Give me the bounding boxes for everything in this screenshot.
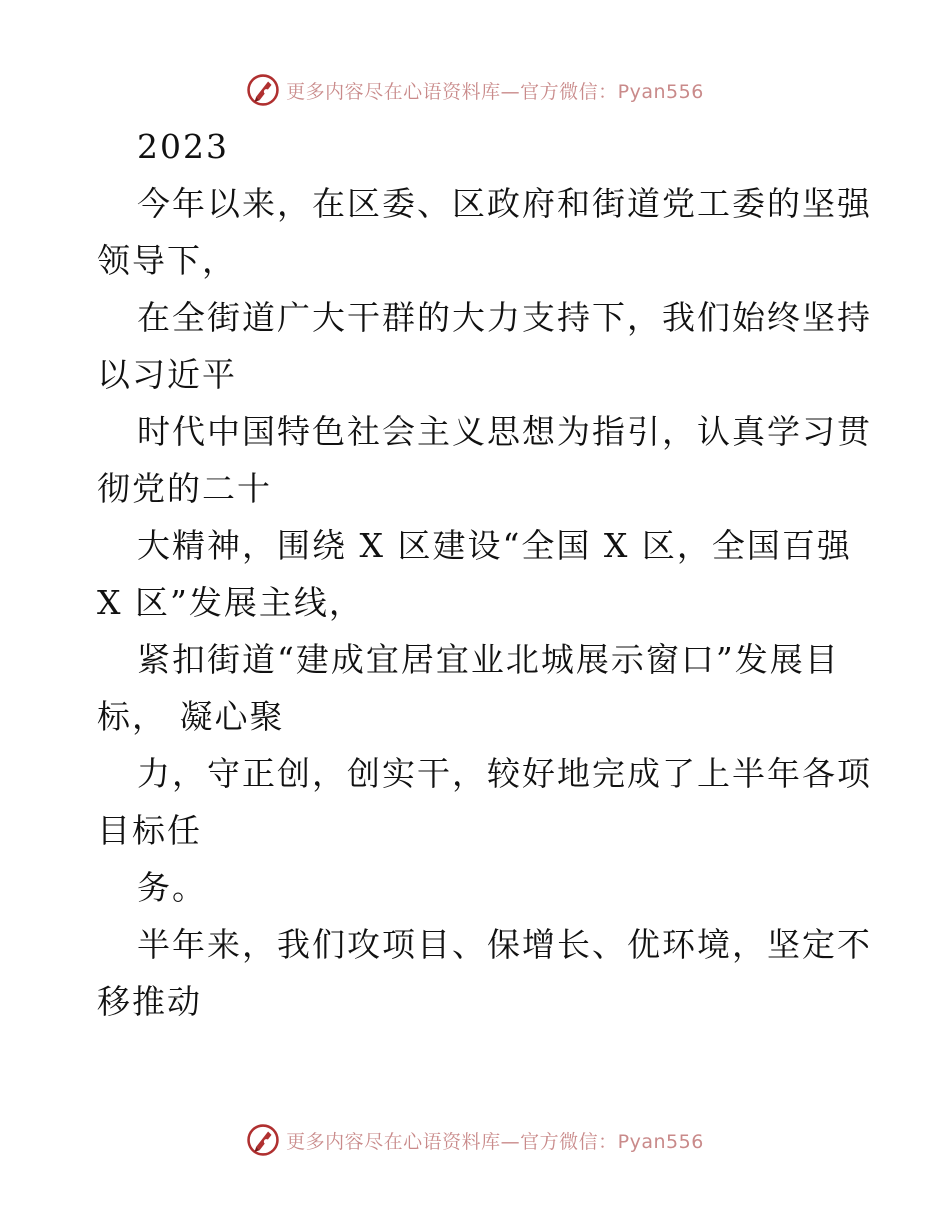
body-line: 今年以来，在区委、区政府和街道党工委的坚强 [137,184,872,223]
pen-logo-icon [246,73,280,107]
body-line: X 区”发展主线， [97,583,364,622]
body-line: 大精神，围绕 X 区建设“全国 X 区，全国百强 [137,526,852,565]
body-line: 半年来，我们攻项目、保增长、优环境，坚定不 [137,925,872,964]
watermark-text: 更多内容尽在心语资料库—官方微信：Pyan556 [286,1130,704,1153]
watermark-header [0,70,950,110]
body-line: 力，守正创，创实干，较好地完成了上半年各项 [137,754,872,793]
body-line: 紧扣街道“建成宜居宜业北城展示窗口”发展目 [137,640,840,679]
body-line: 2023 [137,127,229,166]
body-line: 在全街道广大干群的大力支持下，我们始终坚持 [137,298,872,337]
body-line: 时代中国特色社会主义思想为指引，认真学习贯 [137,412,872,451]
body-line: 彻党的二十 [97,469,272,508]
body-line: 务。 [137,868,207,907]
document-body [97,118,872,1030]
watermark-footer [0,1120,950,1160]
body-line: 以习近平 [97,355,237,394]
body-line: 移推动 [97,982,202,1021]
body-line: 标， 凝心聚 [97,697,285,736]
body-line: 领导下， [97,241,237,280]
body-line: 目标任 [97,811,202,850]
pen-logo-icon [246,1123,280,1157]
watermark-text: 更多内容尽在心语资料库—官方微信：Pyan556 [286,80,704,103]
